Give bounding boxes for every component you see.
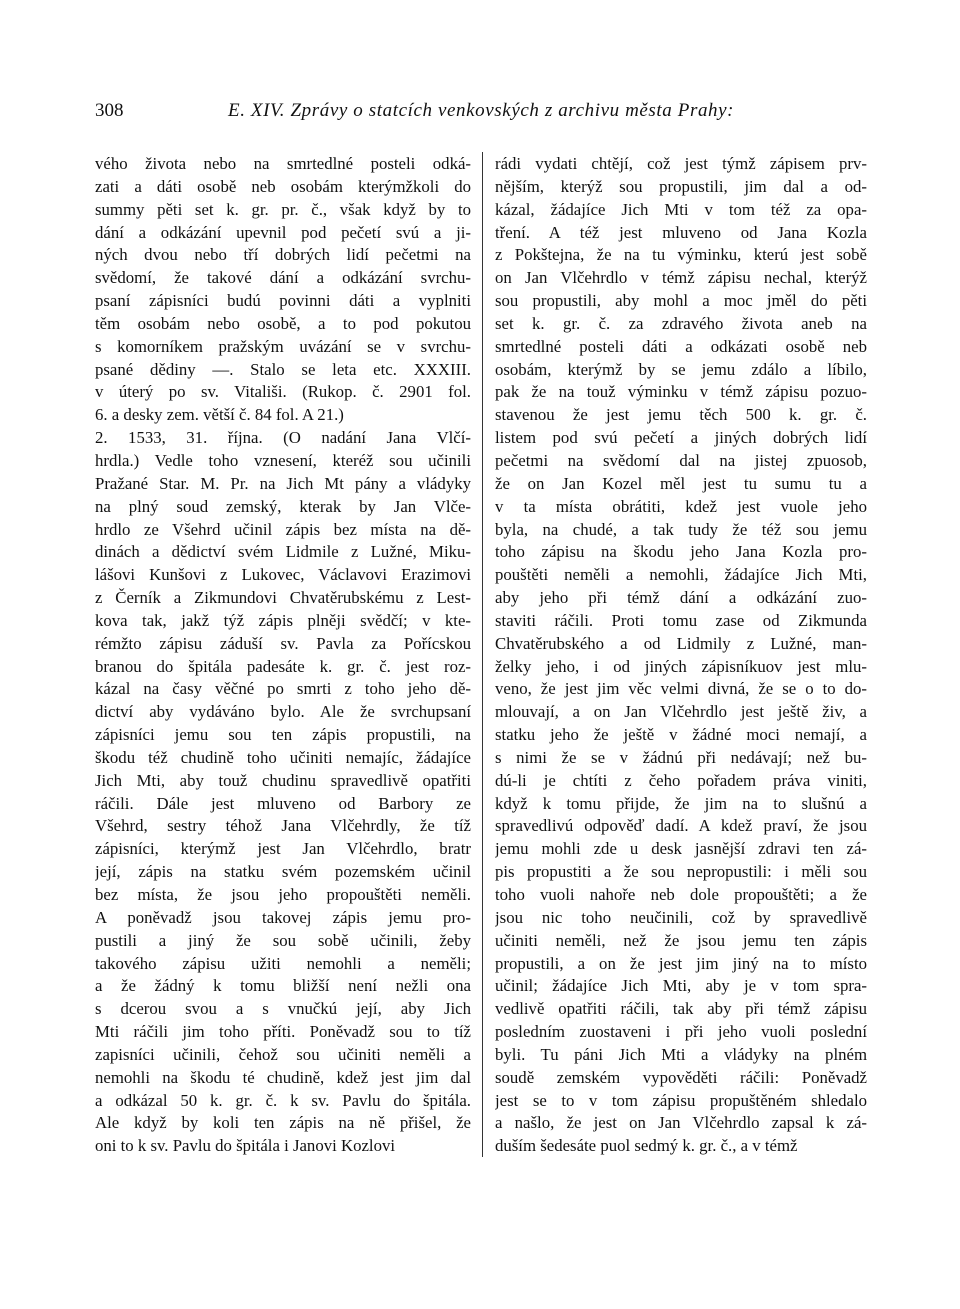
text-line: soudě zemském vypověděti ráčili: Poněvadž <box>495 1067 867 1087</box>
text-line: hrdla.) Vedle toho vznesení, kteréž sou učinili <box>95 450 471 470</box>
text-line: na plný soud zemský, kterak by Jan Vlče- <box>95 496 471 516</box>
text-line: nemohli na škodu té chudině, kdež jest jim dal <box>95 1067 471 1087</box>
text-line: takového zápisu užiti nemohli a neměli; <box>95 953 471 973</box>
column-divider <box>482 152 483 1157</box>
text-line: když k tomu přijde, že jim na to slušnú a <box>495 793 867 813</box>
text-line: pis propustiti a že sou nepropustili: i měli sou <box>495 862 867 882</box>
text-line: osobám, kterýmž by se jemu zdálo a líbilo, <box>495 359 867 379</box>
text-line: učiniti neměli, než že jsou jemu ten zápis <box>495 930 867 950</box>
text-line: listem pod svú pečetí a jiných dobrých lidí <box>495 428 867 448</box>
text-line: Ale když by koli ten zápis na ně přišel, že <box>95 1113 471 1133</box>
text-line: svědomí, že takové dání a odkázání svrchu- <box>95 268 471 288</box>
right-text-column <box>495 153 867 1158</box>
text-line: jemu mohli zde u desk jasnější zdravi ten zá- <box>495 839 867 859</box>
text-line: jsou nic toho neučinili, což by spravedlivě <box>495 907 867 927</box>
text-line: želky jeho, i od jiných zápisníkuov jest mlu- <box>495 656 867 676</box>
text-line: vého života nebo na smrtedlné posteli odká- <box>95 154 471 173</box>
text-line: pak že na touž výminku v témž zápisu pozuo- <box>495 382 867 402</box>
text-line: summy pěti set k. gr. pr. č., však když by to <box>95 199 471 219</box>
text-line: dictví aby vydáváno bylo. Ale že svrchupsaní <box>95 702 471 722</box>
text-line: staviti ráčili. Proti tomu zase od Zikmunda <box>495 610 867 630</box>
text-line: duším šedesáte puol sedmý k. gr. č., a v témž <box>495 1136 798 1156</box>
text-line: její, zápis na statku svém pozemském učinil <box>95 862 471 882</box>
text-line: Pražané Star. M. Pr. na Jich Mt pány a vládyky <box>95 473 471 493</box>
text-line: on Jan Vlčehrdlo v témž zápisu nechal, kterýž <box>495 268 867 288</box>
text-line: bez místa, že jsou jeho propouštěti neměli. <box>95 885 471 904</box>
text-line: smrtedlné posteli dáti a odkázati osobě neb <box>495 336 867 356</box>
text-line: 6. a desky zem. větší č. 84 fol. A 21.) <box>95 405 344 425</box>
page-header <box>95 100 870 126</box>
text-line: set k. gr. č. za zdravého života aneb na <box>495 313 867 333</box>
text-line: pustili a jiný že sou sobě učinili, žeby <box>95 930 471 950</box>
text-line: učinil; žádajíce Jich Mti, aby je v tom spra- <box>495 976 867 996</box>
text-line: rádi vydati chtějí, což jest týmž zápisem prv- <box>495 154 867 173</box>
text-line: zati a dáti osobě neb osobám kterýmžkoli do <box>95 176 471 196</box>
text-line: dú-li je chtíti z čeho pořadem práva viniti, <box>495 770 867 790</box>
text-line: A poněvadž jsou takovej zápis jemu pro- <box>95 907 471 927</box>
text-line: tření. A též jest mluveno od Jana Kozla <box>495 222 867 242</box>
text-line: sou propustili, aby mohl a moc jměl do pěti <box>495 291 867 311</box>
text-line: s komorníkem pražským uvázání se v svrchu- <box>95 336 471 356</box>
text-line: zápisníci jemu sou ten zápis propustili, na <box>95 725 471 745</box>
text-line: nějším, kterýž sou propustili, jim dal a od- <box>495 176 867 196</box>
text-line: toho vuoli nahoře neb dole propouštěti; a že <box>495 885 867 904</box>
text-line: zapisníci učinili, čehož sou učiniti neměli a <box>95 1044 471 1064</box>
text-line: mlouvají, a on Jan Vlčehrdlo jest ještě živ, a <box>495 702 867 722</box>
text-line: propustili, a on že jest jim jiný na to místo <box>495 953 867 973</box>
text-line: spravedlivú odpověď dadí. A kdež praví, že jsou <box>495 816 867 836</box>
text-line: s nimi že se v žádnú při nedávají; než bu- <box>495 747 867 767</box>
text-line: dání a odkázání upevnil pod pečetí svú a ji- <box>95 222 471 242</box>
text-line: byla, na chudé, a tak tudy že též sou jemu <box>495 519 867 539</box>
text-line: toho zápisu na škodu jeho Jana Kozla pro- <box>495 542 867 562</box>
text-line: Všehrd, sestry téhož Jana Vlčehrdly, že tíž <box>95 816 471 836</box>
text-line: kázal, žádajíce Jich Mti v tom též za opa- <box>495 199 867 219</box>
text-line: veno, že jest jim věc velmi divná, že se o to do- <box>495 679 867 699</box>
text-line: psaní zápisníci budú povinni dáti a vyplniti <box>95 291 471 311</box>
text-line: oni to k sv. Pavlu do špitála i Janovi Kozlovi <box>95 1136 396 1156</box>
text-line: z Pokštejna, že na tu výminku, kterú jest sobě <box>495 245 867 265</box>
page-number: 308 <box>95 100 124 121</box>
text-line: z Černík a Zikmundovi Chvatěrubskému z Lest- <box>95 588 471 608</box>
text-line: hrdlo ze Všehrd učinil zápis bez místa na dě- <box>95 519 471 539</box>
text-line: v úterý po sv. Vitališi. (Rukop. č. 2901 fol. <box>95 382 471 402</box>
text-line: rémžto zápisu záduší sv. Pavla za Pořícskou <box>95 633 471 653</box>
text-line: s dcerou svou a s vnučkú její, aby Jich <box>95 999 471 1019</box>
text-line: kázal na časy věčné po smrti z toho jeho dě- <box>95 679 471 699</box>
text-line: psané dědiny —. Stalo se leta etc. XXXIII. <box>95 359 471 379</box>
text-line: Jich Mti, aby touž chudinu spravedlivě opatřiti <box>95 770 471 790</box>
text-line: jest se to v tom zápisu propuštěném shledalo <box>495 1090 867 1110</box>
text-line: ných dvou nebo tří dobrých lidí pečetmi na <box>95 245 471 265</box>
text-line: aby jeho při témž dání a odkázání zuo- <box>495 588 867 608</box>
text-line: vedlivě opatřiti ráčili, tak aby při témž zápisu <box>495 999 867 1019</box>
text-line: pouštěti neměli a nemohli, žádajíce Jich Mti, <box>495 565 867 585</box>
text-line: statku jeho že ještě v žádné moci nemají, a <box>495 725 867 745</box>
text-line: a našlo, že jest on Jan Vlčehrdlo zapsal k zá- <box>495 1113 867 1133</box>
text-line: posledním zuostaveni i při jeho vuoli poslední <box>495 1022 867 1042</box>
text-line: pečetmi na svědomí dal na jistej zpuosob, <box>495 450 867 470</box>
text-line: že on Jan Kozel měl jest tu sumu tu a <box>495 473 867 493</box>
text-line: ráčili. Dále jest mluveno od Barbory ze <box>95 793 471 813</box>
text-line: a že žádný k tomu bližší není nežli ona <box>95 976 471 996</box>
text-line: a odkázal 50 k. gr. č. k sv. Pavlu do špitála. <box>95 1090 471 1110</box>
text-line: lášovi Kunšovi z Lukovec, Václavovi Erazimovi <box>95 565 471 585</box>
text-line: Chvatěrubského a od Lidmily z Lužné, man- <box>495 633 867 653</box>
text-line: branou do špitála padesáte k. gr. č. jest roz- <box>95 656 471 676</box>
text-line: byli. Tu páni Jich Mti a vládyky na plném <box>495 1044 867 1064</box>
text-line: dinách a dědictví svém Lidmile z Lužné, Miku- <box>95 542 471 562</box>
text-line: škodu též chudině toho učiniti nemajíc, žádajíce <box>95 747 471 767</box>
text-line: v ta místa obrátiti, kdež jest vuole jeho <box>495 496 867 516</box>
text-line: Mti ráčili jim toho příti. Poněvadž sou to tíž <box>95 1022 471 1042</box>
text-line: 2. 1533, 31. října. (O nadání Jana Vlčí- <box>95 428 471 448</box>
text-line: zápisníci, kterýmž jest Jan Vlčehrdlo, bratr <box>95 839 471 859</box>
running-title: E. XIV. Zprávy o statcích venkovských z archivu města Prahy: <box>228 100 735 121</box>
text-line: kova tak, jakž týž zápis plněji svědčí; v kte- <box>95 610 471 630</box>
left-text-column <box>95 153 471 1158</box>
text-line: těm osobám nebo osobě, a to pod pokutou <box>95 313 471 333</box>
text-line: stavenou že jest jemu těch 500 k. gr. č. <box>495 405 867 425</box>
